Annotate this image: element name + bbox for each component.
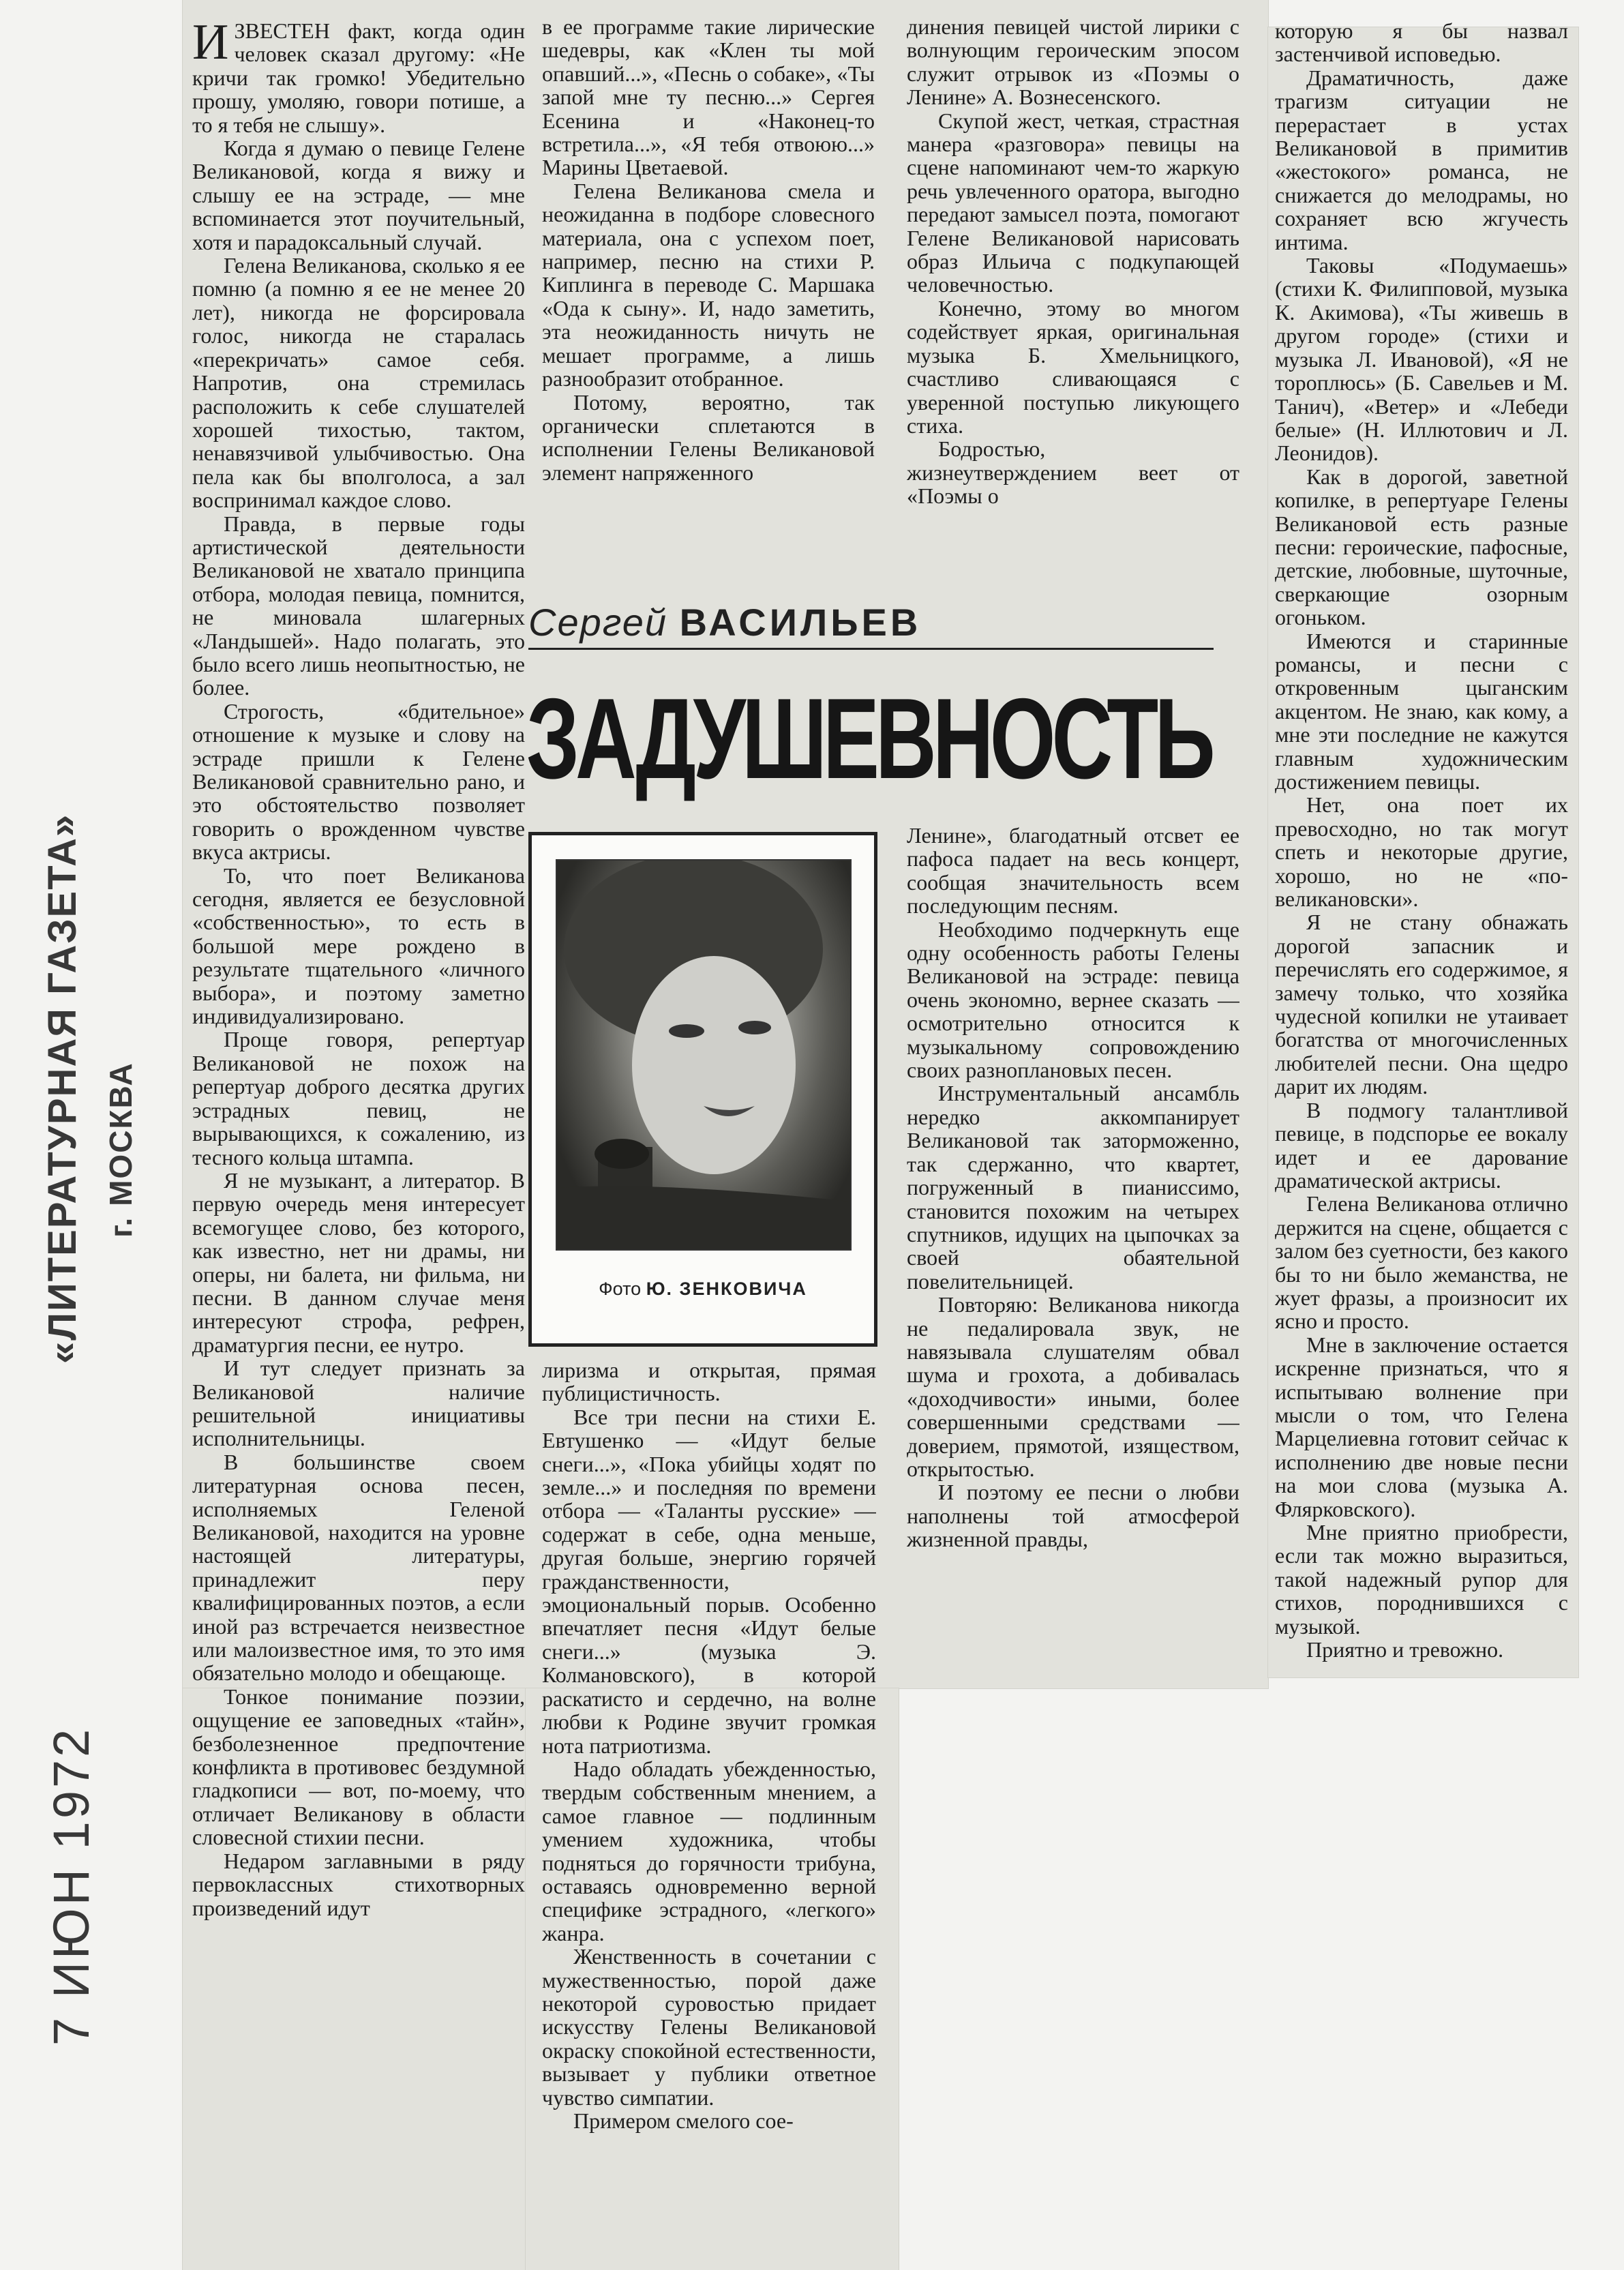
column-3-para: Необходимо подчеркнуть еще одну особенность работы Гелены Великановой на эстраде: певица очень экономно, вернее сказать — осмотрительно относится к музыкальному сопровождению своих разноплановых песен. [907,916,1239,1083]
column-3-para: Инструментальный ансамбль нередко аккомпанирует Великановой так заторможенно, так сдержанно, что квартет, погруженный в пианиссимо, становится похожим на четырех спутников, идущих на цыпочках за своей обаятельной повелительницей. [907,1081,1239,1294]
column-3-para: Ленине», благодатный отсвет ее пафоса падает на весь концерт, сообщая значительность всем последующим песням. [907,824,1239,919]
author-surname: ВАСИЛЬЕВ [679,601,922,644]
column-1-para: Когда я думаю о певице Гелене Великановой, когда я вижу и слышу ее на эстраде, — мне вспоминается этот поучительный, хотя и парадоксальный случай. [192,136,525,254]
column-1-para: Строгость, «бдительное» отношение к музыке и слову на эстраде пришли к Гелене Великановой сравнительно рано, и это обстоятельство позволяет говорить о врожденном чувстве вкуса актрисы. [192,698,525,865]
photo-credit [532,1279,874,1300]
column-2-para: Женственность в сочетании с мужественностью, порой даже некоторой суровостью придает искусству Гелены Великановой окраску спокойной естественности, вызывает у публики ответное чувство симпатии. [542,1944,876,2110]
column-2-para: Надо обладать убежденностью, твердым собственным мнением, а самое главное — подлинным умением художника, чтобы подняться до горячности трибуна, оставаясь одновременно верной специфике эстрадного, «легкого» жанра. [542,1756,876,1945]
column-3-bottom [907,824,1239,1679]
column-1-para: В большинстве своем литературная основа песен, исполняемых Геленой Великановой, находится на уровне настоящей литературы, принадлежит перу квалифицированных поэтов, а если иной раз встречается неизвестное или малоизвестное имя, то это имя обязательно молодо и обещающе. [192,1449,525,1686]
drop-cap: И [192,19,229,70]
column-4-para: Имеются и старинные романсы, и песни с откровенным цыганским акцентом. Не знаю, как кому, а мне эти последние не кажутся главным художническим достижением певицы. [1275,628,1568,794]
column-2-para: Потому, вероятно, так органически сплетаются в исполнении Гелены Великановой элемент напряженного [542,389,875,485]
column-3-para: Конечно, этому во многом содействует яркая, оригинальная музыка Б. Хмельницкого, счастливо сливающаяся с уверенной поступью ликующего стиха. [907,295,1239,438]
column-4-para: Как в дорогой, заветной копилке, в репертуаре Гелены Великановой есть разные песни: героические, пафосные, детские, любовные, шуточные, сверкающие озорным огоньком. [1275,464,1568,630]
column-1 [192,19,525,2262]
column-1-lead [192,19,525,136]
column-4-para: Таковы «Подумаешь» (стихи К. Филипповой, музыка К. Акимова), «Ты живешь в другом городе» (стихи и музыка Л. Ивановой), «Я не тороплюсь» (Б. Савельев и М. Танич), «Ветер» и «Лебеди белые» (Н. Иллютович и Л. Леонидов). [1275,253,1568,466]
column-2-para: Все три песни на стихи Е. Евтушенко — «Идут белые снеги...», «Пока убийцы ходят по земле...» и последняя по времени отбора — «Таланты русские» — содержат в себе, одна меньше, другая больше, энергию горячей гражданственности, эмоциональный порыв. Особенно впечатляет песня «Идут белые снеги...» (музыка Э. Колмановского), в которой раскатисто и сердечно, на волне любви к Родине звучит громкая нота патриотизма. [542,1404,876,1758]
singer-portrait [556,859,852,1251]
column-3-top [907,15,1239,595]
stamp-newspaper-name: «ЛИТЕРАТУРНАЯ ГАЗЕТА» [40,813,85,1364]
column-4-para: Драматичность, даже трагизм ситуации не перерастает в устах Великановой в примитив «жестокого» романса, не снижается до мелодрамы, но сохраняет всю жгучесть интима. [1275,65,1568,254]
column-4-para: Мне приятно приобрести, если так можно выразиться, такой надежный рупор для стихов, породнившихся с музыкой. [1275,1520,1568,1639]
column-4-para: Гелена Великанова отлично держится на сцене, общается с залом без суетности, без какого бы то ни было жеманства, не жует фразы, а произносит их ясно и просто. [1275,1191,1568,1334]
column-1-para: Правда, в первые годы артистической деятельности Великановой не хватало принципа отбора, молодая певица, помнится, не миновала шлагерных «Ландышей». Надо полагать, это было всего лишь неопытностью, не более. [192,511,525,700]
stamp-city: г. МОСКВА [103,1062,138,1238]
stamp-date-block [42,1727,100,2046]
photo-frame [528,832,877,1347]
column-3-para: Бодростью, жизнеутверждением веет от «Поэмы о [907,436,1239,509]
column-1-para: Тонкое понимание поэзии, ощущение ее заповедных «тайн», безболезненное предпочтение конфликта в противовес бездумной гладкописи — вот, по-моему, что отличает Великанову в области словесной стихии песни. [192,1684,525,1850]
column-4-para: В подмогу талантливой певице, в подспорье ее вокалу идет и ее дарование драматической актрисы. [1275,1097,1568,1193]
column-1-para: И тут следует признать за Великановой наличие решительной инициативы исполнительницы. [192,1356,525,1451]
column-1-para: Гелена Великанова, сколько я ее помню (а помню я ее не менее 20 лет), никогда не форсировала голос, никогда не старалась «перекричать» самое себя. Напротив, она стремилась расположить к себе слушателей хорошей тихостью, тактом, ненавязчивой улыбчивостью. Она пела как бы вполголоса, а зал воспринимал каждое слово. [192,253,525,513]
stamp-city-block [102,1062,139,1238]
column-1-para: Я не музыкант, а литератор. В первую очередь меня интересует всемогущее слово, без которого, как известно, нет ни драмы, ни оперы, ни балета, ни фильма, ни песни. В данном случае меня интересуют строфа, рефрен, драматургия песни, ее нутро. [192,1167,525,1357]
column-1-para-0: ЗВЕСТЕН факт, когда один человек сказал другому: «Не кричи так громко! Убедительно прошу, умоляю, говори потише, а то я тебя не слышу». [192,19,525,137]
column-2-bottom [542,1358,876,2262]
column-1-para: Проще говоря, репертуар Великановой не похож на репертуар доброго десятка других эстрадных певиц, не вырывающихся, к сожалению, из тесного кольца штампа. [192,1027,525,1169]
photo-credit-prefix: Фото [599,1279,642,1299]
column-3-para: И поэтому ее песни о любви наполнены той атмосферой жизненной правды, [907,1480,1239,1552]
portrait-drawing [557,861,850,1249]
column-4-para: Я не стану обнажать дорогой запасник и перечислять его содержимое, я замечу только, что хозяйка чудесной копилки не утаивает богатства от многочисленных любителей песни. Она щедро дарит их людям. [1275,910,1568,1099]
column-4-para: Приятно и тревожно. [1306,1637,1504,1662]
column-2-para: Гелена Великанова смела и неожиданна в подборе словесного материала, она с успехом поет, например, песню на стихи Р. Киплинга в переводе С. Маршака «Ода к сыну». И, надо заметить, эта неожиданность ничуть не мешает программе, а лишь разнообразит отобранное. [542,178,875,391]
column-2-top [542,15,875,595]
newspaper-stamp [40,813,85,1364]
byline [528,600,1214,650]
column-4-para: Мне в заключение остается искренне признаться, что я испытываю волнение при мысли о том, что Гелена Марцелиевна готовит сейчас к исполнению две новые песни на мои слова (музыка А. Флярковского). [1275,1332,1568,1521]
column-3-para: динения певицей чистой лирики с волнующим героическим эпосом служит отрывок из «Поэмы о Ленине» А. Вознесенского. [907,15,1239,110]
column-2-para: в ее программе такие лирические шедевры, как «Клен ты мой опавший...», «Песнь о собаке», «Ты запой мне ту песню...» Сергея Есенина и «Наконец-то встретила...», «Я тебя отвоюю...» Марины Цветаевой. [542,15,875,180]
article-title: ЗАДУШЕВНОСТЬ [526,674,1212,803]
photo-credit-name: Ю. ЗЕНКОВИЧА [646,1279,807,1299]
column-2-para: лиризма и открытая, прямая публицистичность. [542,1358,876,1406]
column-1-para: То, что поет Великанова сегодня, является ее безусловной «собственностью», то есть в большой мере рождено в результате тщательного «личного выбора», и поэтому заметно индивидуализировано. [192,863,525,1029]
column-1-para: Недаром заглавными в ряду первоклассных стихотворных произведений идут [192,1848,525,1920]
column-3-para: Скупой жест, четкая, страстная манера «разговора» певицы на сцене напоминают чем-то жаркую речь увлеченного оратора, выгодно передают замысел поэта, помогают Гелене Великановой нарисовать образ Ильича с подкупающей человечностью. [907,108,1239,297]
column-3-para: Повторяю: Великанова никогда не педалировала звук, не навязывала слушателям обвал шума и грохота, а добивалась «доходчивости» иными, более совершенными средствами — доверием, прямотой, изяществом, открытостью. [907,1292,1239,1481]
stamp-date: 7 ИЮН 1972 [43,1726,100,2046]
column-4-para: Нет, она поет их превосходно, но так могут спеть и некоторые другие, хорошо, но не «по-великановски». [1275,792,1568,912]
column-4-para: которую я бы назвал застенчивой исповедью. [1275,19,1568,67]
column-4 [1275,19,1568,1669]
column-2-para: Примером смелого сое- [573,2108,794,2133]
author-first-name: Сергей [528,601,668,644]
